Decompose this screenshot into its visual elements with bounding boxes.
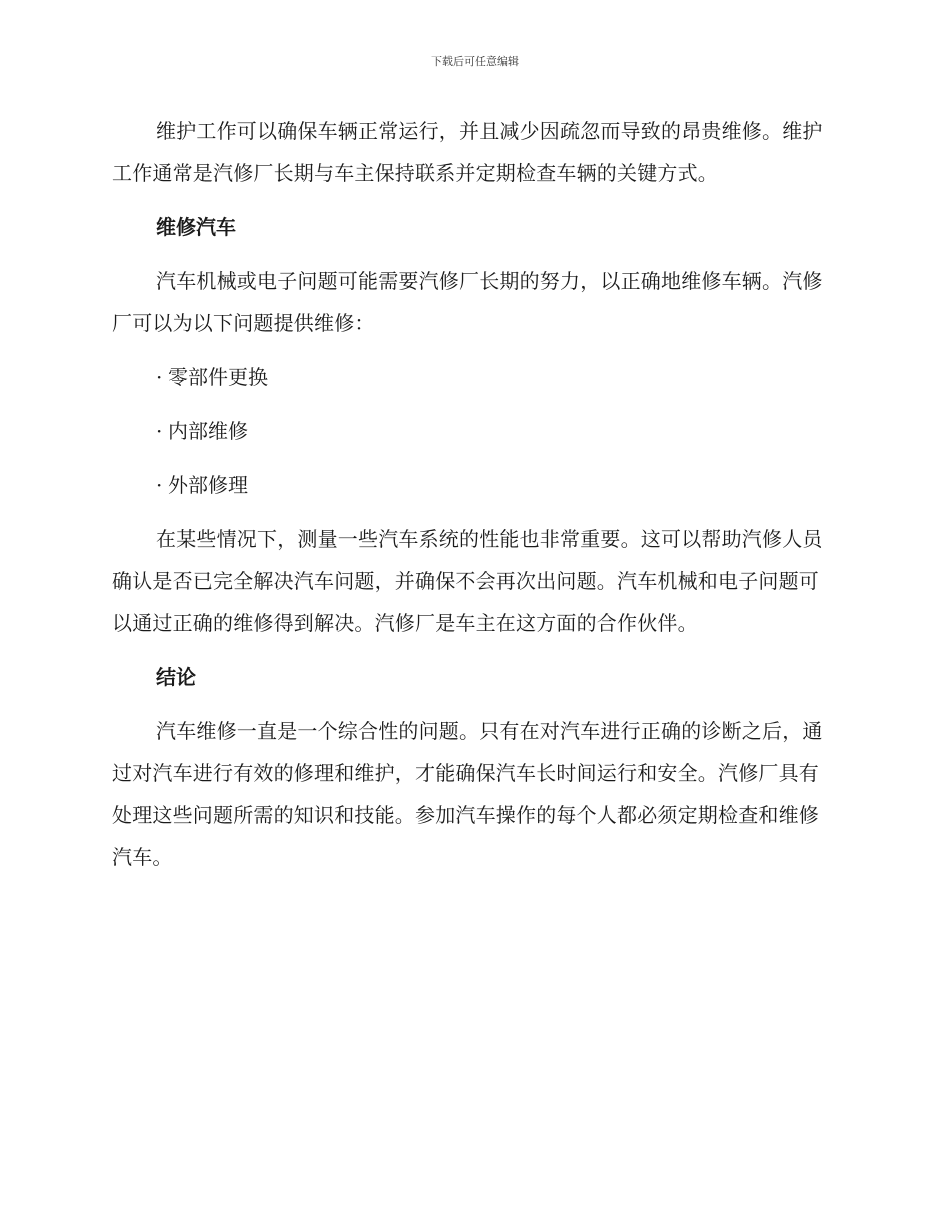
- list-item-text: 内部维修: [168, 419, 248, 443]
- section-heading-repair: 维修汽车: [156, 215, 236, 239]
- repair-followup-paragraph: 在某些情况下，测量一些汽车系统的性能也非常重要。这可以帮助汽修人员确认是否已完全解决汽车问题，并确保不会再次出问题。汽车机械和电子问题可以通过正确的维修得到解决。汽修厂是车主在这方面的合作伙伴。: [112, 527, 823, 635]
- list-item-text: 零部件更换: [168, 365, 268, 389]
- intro-paragraph: 维护工作可以确保车辆正常运行，并且减少因疏忽而导致的昂贵维修。维护工作通常是汽修厂长期与车主保持联系并定期检查车辆的关键方式。: [112, 119, 823, 185]
- list-item: [156, 464, 832, 506]
- list-item: [156, 410, 832, 452]
- bullet-icon: ·: [156, 365, 163, 389]
- conclusion-paragraph: 汽车维修一直是一个综合性的问题。只有在对汽车进行正确的诊断之后，通过对汽车进行有效的修理和维护，才能确保汽车长时间运行和安全。汽修厂具有处理这些问题所需的知识和技能。参加汽车操作的每个人都必须定期检查和维修汽车。: [112, 719, 823, 869]
- document-body: [112, 110, 832, 890]
- bullet-icon: ·: [156, 419, 163, 443]
- bullet-icon: ·: [156, 473, 163, 497]
- page-header: 下载后可任意编辑: [431, 55, 519, 68]
- list-item: [156, 356, 832, 398]
- list-item-text: 外部修理: [168, 473, 248, 497]
- section-heading-conclusion: 结论: [156, 665, 196, 689]
- repair-paragraph: 汽车机械或电子问题可能需要汽修厂长期的努力，以正确地维修车辆。汽修厂可以为以下问题提供维修：: [112, 269, 823, 335]
